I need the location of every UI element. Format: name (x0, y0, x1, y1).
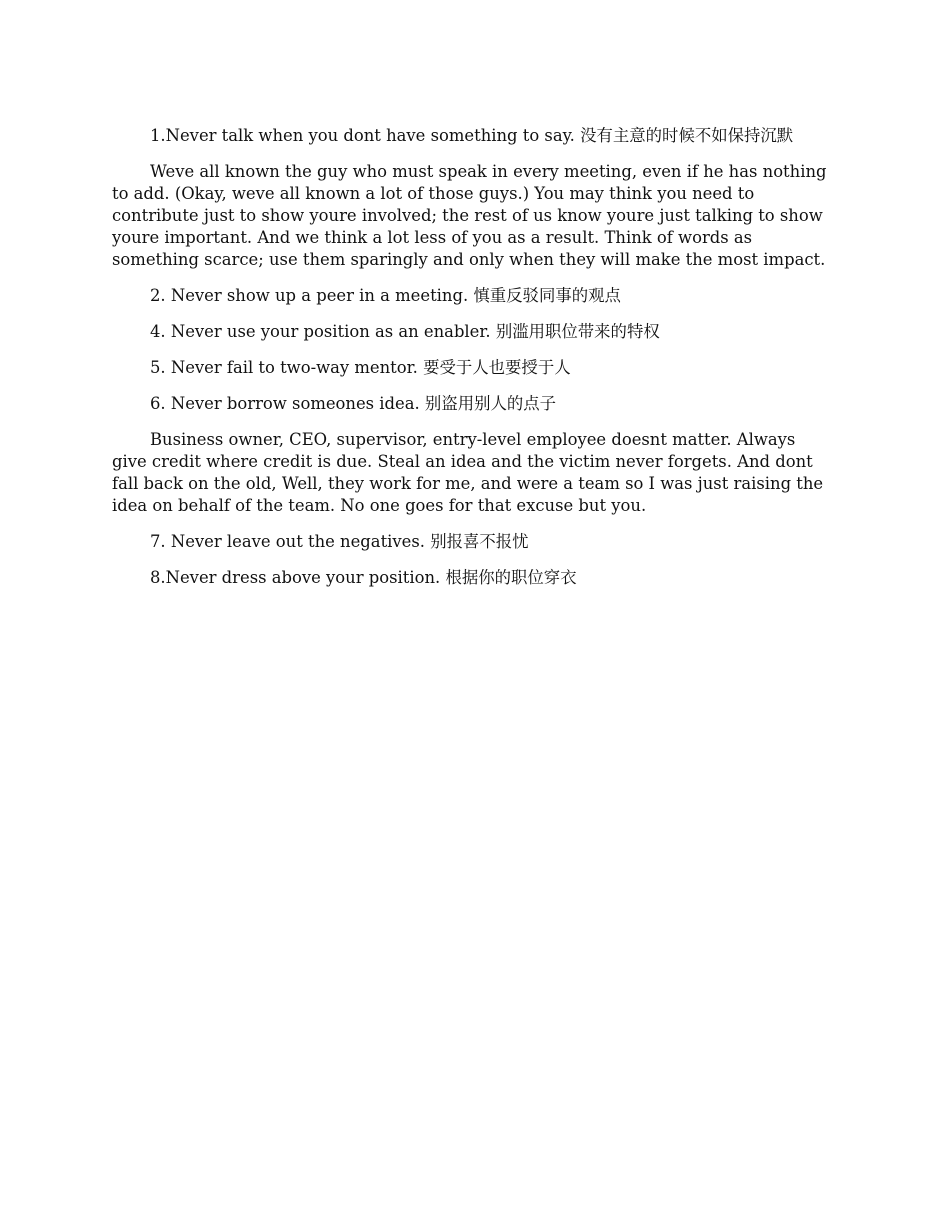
document-body (112, 125, 830, 603)
rule-1-paragraph: Weve all known the guy who must speak in every meeting, even if he has nothing to add. (Okay, weve all known a lot of those guys.) You may think you need to contribute just to show youre involved; the rest of us know youre just talking to show youre important. And we think a lot less of you as a result. Think of words as something scarce; use them sparingly and only when they will make the most impact. (112, 162, 827, 269)
rule-6-paragraph: Business owner, CEO, supervisor, entry-level employee doesnt matter. Always give credit where credit is due. Steal an idea and the victim never forgets. And dont fall back on the old, Well, they work for me, and were a team so I was just raising the idea on behalf of the team. No one goes for that excuse but you. (112, 430, 824, 515)
rule-6-heading: 6. Never borrow someones idea. 别盗用别人的点子 (150, 394, 557, 413)
rule-4-heading: 4. Never use your position as an enabler. 别滥用职位带来的特权 (150, 322, 660, 341)
rule-1-heading: 1.Never talk when you dont have something to say. 没有主意的时候不如保持沉默 (150, 126, 794, 145)
rule-2-heading: 2. Never show up a peer in a meeting. 慎重反驳同事的观点 (150, 286, 621, 305)
rule-5-heading: 5. Never fail to two-way mentor. 要受于人也要授于人 (150, 358, 571, 377)
rule-7-heading: 7. Never leave out the negatives. 别报喜不报忧 (150, 532, 529, 551)
rule-8-heading: 8.Never dress above your position. 根据你的职位穿衣 (150, 568, 577, 587)
